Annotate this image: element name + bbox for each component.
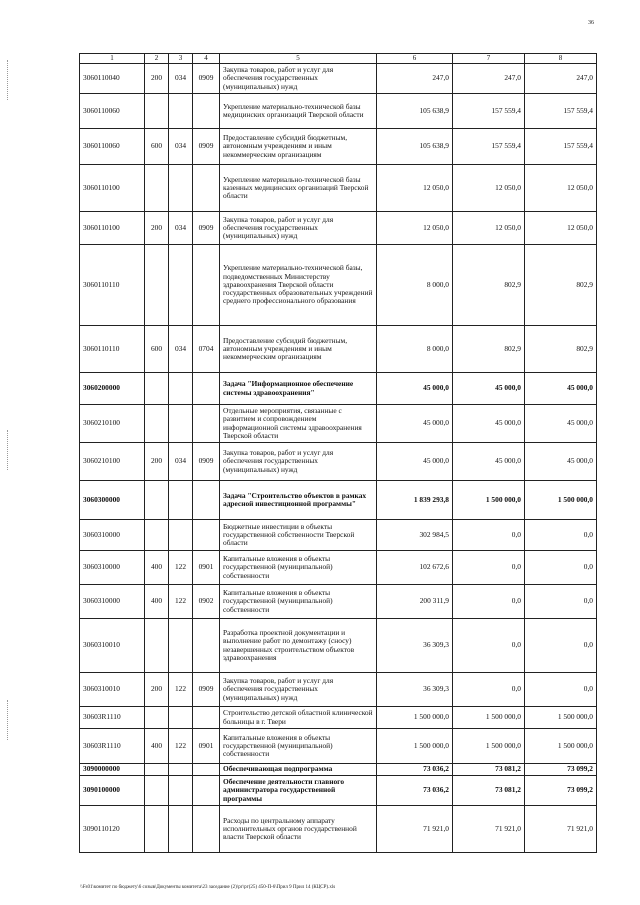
item-name: Закупка товаров, работ и услуг для обеспечения государственных (муниципальных) нужд [220, 64, 377, 94]
expense-type-code: 400 [145, 551, 169, 585]
scan-edge-mark [7, 430, 8, 470]
amount-col7: 157 559,4 [453, 94, 525, 129]
item-name: Закупка товаров, работ и услуг для обеспечения государственных (муниципальных) нужд [220, 443, 377, 481]
expense-type-code: 400 [145, 585, 169, 619]
amount-col8: 73 099,2 [525, 776, 597, 806]
table-row [80, 129, 597, 165]
expense-type-code [145, 481, 169, 520]
column-header: 4 [193, 54, 220, 64]
kcsr-code: 3090100000 [80, 776, 145, 806]
expense-type-code: 200 [145, 64, 169, 94]
admin-code [169, 405, 193, 443]
table-row [80, 619, 597, 673]
amount-col7: 71 921,0 [453, 806, 525, 853]
item-name: Расходы по центральному аппарату исполнительных органов государственной власти Тверской области [220, 806, 377, 853]
amount-col7: 1 500 000,0 [453, 707, 525, 729]
amount-col6: 45 000,0 [377, 373, 453, 405]
kcsr-code: 30603R1110 [80, 707, 145, 729]
kcsr-code: 3060110100 [80, 165, 145, 212]
table-row [80, 443, 597, 481]
table-row [80, 776, 597, 806]
amount-col6: 1 500 000,0 [377, 707, 453, 729]
section-code [193, 94, 220, 129]
amount-col8: 0,0 [525, 585, 597, 619]
amount-col6: 12 050,0 [377, 212, 453, 245]
admin-code: 034 [169, 64, 193, 94]
amount-col6: 73 036,2 [377, 776, 453, 806]
table-row [80, 245, 597, 326]
section-code: 0704 [193, 326, 220, 373]
expense-type-code [145, 373, 169, 405]
amount-col7: 45 000,0 [453, 405, 525, 443]
amount-col8: 157 559,4 [525, 129, 597, 165]
section-code [193, 520, 220, 551]
amount-col7: 1 500 000,0 [453, 729, 525, 764]
amount-col6: 36 309,3 [377, 619, 453, 673]
expense-type-code [145, 520, 169, 551]
table-row [80, 94, 597, 129]
amount-col7: 247,0 [453, 64, 525, 94]
amount-col6: 45 000,0 [377, 443, 453, 481]
amount-col8: 157 559,4 [525, 94, 597, 129]
section-code: 0901 [193, 729, 220, 764]
column-header: 6 [377, 54, 453, 64]
amount-col6: 1 839 293,8 [377, 481, 453, 520]
kcsr-code: 3060110100 [80, 212, 145, 245]
admin-code [169, 520, 193, 551]
admin-code [169, 764, 193, 776]
amount-col6: 45 000,0 [377, 405, 453, 443]
kcsr-code: 3060110110 [80, 245, 145, 326]
amount-col6: 71 921,0 [377, 806, 453, 853]
amount-col7: 802,9 [453, 326, 525, 373]
admin-code [169, 776, 193, 806]
admin-code: 122 [169, 673, 193, 707]
kcsr-code: 3090000000 [80, 764, 145, 776]
amount-col7: 157 559,4 [453, 129, 525, 165]
kcsr-code: 3090110120 [80, 806, 145, 853]
expense-type-code: 400 [145, 729, 169, 764]
expense-type-code: 200 [145, 673, 169, 707]
admin-code [169, 94, 193, 129]
amount-col8: 45 000,0 [525, 373, 597, 405]
amount-col6: 1 500 000,0 [377, 729, 453, 764]
column-header: 1 [80, 54, 145, 64]
table-row [80, 481, 597, 520]
table-row [80, 729, 597, 764]
table-row [80, 673, 597, 707]
section-code: 0909 [193, 673, 220, 707]
amount-col7: 0,0 [453, 551, 525, 585]
column-header: 5 [220, 54, 377, 64]
admin-code: 034 [169, 212, 193, 245]
section-code [193, 245, 220, 326]
kcsr-code: 3060310000 [80, 585, 145, 619]
amount-col8: 0,0 [525, 520, 597, 551]
item-name: Разработка проектной документации и выполнение работ по демонтажу (сносу) незавершенных строительством объектов здравоохранения [220, 619, 377, 673]
amount-col7: 0,0 [453, 520, 525, 551]
table-row [80, 405, 597, 443]
amount-col7: 73 081,2 [453, 776, 525, 806]
admin-code: 034 [169, 129, 193, 165]
amount-col8: 45 000,0 [525, 405, 597, 443]
amount-col6: 8 000,0 [377, 326, 453, 373]
section-code: 0901 [193, 551, 220, 585]
amount-col8: 1 500 000,0 [525, 729, 597, 764]
expense-type-code [145, 707, 169, 729]
amount-col6: 102 672,6 [377, 551, 453, 585]
item-name: Укрепление материально-технической базы казенных медицинских организаций Тверской области [220, 165, 377, 212]
amount-col8: 12 050,0 [525, 165, 597, 212]
section-code: 0909 [193, 64, 220, 94]
amount-col8: 45 000,0 [525, 443, 597, 481]
amount-col8: 71 921,0 [525, 806, 597, 853]
admin-code: 122 [169, 585, 193, 619]
amount-col8: 73 099,2 [525, 764, 597, 776]
expense-type-code [145, 806, 169, 853]
table-row [80, 764, 597, 776]
kcsr-code: 3060310000 [80, 551, 145, 585]
amount-col8: 0,0 [525, 673, 597, 707]
table-row [80, 212, 597, 245]
amount-col8: 802,9 [525, 326, 597, 373]
expense-type-code [145, 405, 169, 443]
table-row [80, 520, 597, 551]
section-code: 0902 [193, 585, 220, 619]
column-header: 7 [453, 54, 525, 64]
item-name: Закупка товаров, работ и услуг для обеспечения государственных (муниципальных) нужд [220, 673, 377, 707]
kcsr-code: 3060110110 [80, 326, 145, 373]
kcsr-code: 3060310000 [80, 520, 145, 551]
amount-col6: 36 309,3 [377, 673, 453, 707]
item-name: Предоставление субсидий бюджетным, автономным учреждениям и иным некоммерческим организациям [220, 326, 377, 373]
file-path-footer: \\Fs01\комитет по бюджету\6 созыв\Документы комитета\23 заседание (2)\рг\рг(25) 450-П-6\Прил 9 Прил 14 (КЦСР).xls [80, 885, 336, 890]
section-code [193, 373, 220, 405]
kcsr-code: 3060110060 [80, 94, 145, 129]
amount-col7: 802,9 [453, 245, 525, 326]
expense-type-code [145, 776, 169, 806]
amount-col7: 12 050,0 [453, 212, 525, 245]
amount-col8: 247,0 [525, 64, 597, 94]
expense-type-code [145, 619, 169, 673]
expense-type-code: 600 [145, 129, 169, 165]
amount-col7: 0,0 [453, 585, 525, 619]
admin-code: 122 [169, 729, 193, 764]
kcsr-code: 3060210100 [80, 405, 145, 443]
item-name: Обеспечивающая подпрограмма [220, 764, 377, 776]
amount-col8: 0,0 [525, 551, 597, 585]
amount-col7: 45 000,0 [453, 443, 525, 481]
admin-code [169, 245, 193, 326]
section-code [193, 707, 220, 729]
table-row [80, 806, 597, 853]
amount-col7: 1 500 000,0 [453, 481, 525, 520]
kcsr-code: 3060300000 [80, 481, 145, 520]
kcsr-code: 30603R1110 [80, 729, 145, 764]
kcsr-code: 3060210100 [80, 443, 145, 481]
amount-col8: 1 500 000,0 [525, 481, 597, 520]
section-code [193, 806, 220, 853]
item-name: Капитальные вложения в объекты государственной (муниципальной) собственности [220, 585, 377, 619]
expense-type-code: 600 [145, 326, 169, 373]
amount-col7: 12 050,0 [453, 165, 525, 212]
amount-col7: 0,0 [453, 673, 525, 707]
admin-code [169, 707, 193, 729]
amount-col6: 105 638,9 [377, 94, 453, 129]
amount-col6: 8 000,0 [377, 245, 453, 326]
admin-code [169, 619, 193, 673]
expense-type-code [145, 165, 169, 212]
admin-code [169, 806, 193, 853]
admin-code: 034 [169, 443, 193, 481]
amount-col8: 802,9 [525, 245, 597, 326]
amount-col7: 0,0 [453, 619, 525, 673]
section-code [193, 405, 220, 443]
amount-col6: 247,0 [377, 64, 453, 94]
amount-col6: 200 311,9 [377, 585, 453, 619]
column-header: 8 [525, 54, 597, 64]
admin-code [169, 165, 193, 212]
item-name: Отдельные мероприятия, связанные с развитием и сопровождением информационной системы здравоохранения Тверской области [220, 405, 377, 443]
kcsr-code: 3060110060 [80, 129, 145, 165]
column-header: 2 [145, 54, 169, 64]
section-code: 0909 [193, 443, 220, 481]
item-name: Капитальные вложения в объекты государственной (муниципальной) собственности [220, 551, 377, 585]
amount-col8: 12 050,0 [525, 212, 597, 245]
amount-col7: 73 081,2 [453, 764, 525, 776]
item-name: Закупка товаров, работ и услуг для обеспечения государственных (муниципальных) нужд [220, 212, 377, 245]
expense-type-code: 200 [145, 443, 169, 481]
expense-type-code [145, 764, 169, 776]
scan-edge-mark [7, 700, 8, 740]
item-name: Задача "Информационное обеспечение системы здравоохранения" [220, 373, 377, 405]
item-name: Обеспечение деятельности главного администратора государственной программы [220, 776, 377, 806]
kcsr-code: 3060110040 [80, 64, 145, 94]
page-number: 36 [588, 20, 594, 26]
kcsr-code: 3060310010 [80, 673, 145, 707]
budget-table [79, 53, 597, 853]
item-name: Строительство детской областной клинической больницы в г. Твери [220, 707, 377, 729]
amount-col6: 302 984,5 [377, 520, 453, 551]
section-code [193, 619, 220, 673]
section-code: 0909 [193, 129, 220, 165]
table-row [80, 551, 597, 585]
admin-code [169, 481, 193, 520]
column-number-row [80, 54, 597, 64]
item-name: Укрепление материально-технической базы медицинских организаций Тверской области [220, 94, 377, 129]
section-code [193, 764, 220, 776]
section-code [193, 776, 220, 806]
expense-type-code: 200 [145, 212, 169, 245]
amount-col8: 0,0 [525, 619, 597, 673]
admin-code [169, 373, 193, 405]
amount-col6: 12 050,0 [377, 165, 453, 212]
item-name: Задача "Строительство объектов в рамках адресной инвестиционной программы" [220, 481, 377, 520]
amount-col8: 1 500 000,0 [525, 707, 597, 729]
amount-col6: 105 638,9 [377, 129, 453, 165]
section-code [193, 165, 220, 212]
admin-code: 122 [169, 551, 193, 585]
item-name: Капитальные вложения в объекты государственной (муниципальной) собственности [220, 729, 377, 764]
table-row [80, 585, 597, 619]
table-row [80, 64, 597, 94]
kcsr-code: 3060310010 [80, 619, 145, 673]
item-name: Укрепление материально-технической базы, подведомственных Министерству здравоохранения Тверской области государственных образовательных учреждений среднего профессионального образования [220, 245, 377, 326]
section-code [193, 481, 220, 520]
kcsr-code: 3060200000 [80, 373, 145, 405]
admin-code: 034 [169, 326, 193, 373]
expense-type-code [145, 245, 169, 326]
column-header: 3 [169, 54, 193, 64]
section-code: 0909 [193, 212, 220, 245]
table-row [80, 707, 597, 729]
table-row [80, 373, 597, 405]
expense-type-code [145, 94, 169, 129]
item-name: Предоставление субсидий бюджетным, автономным учреждениям и иным некоммерческим организациям [220, 129, 377, 165]
amount-col7: 45 000,0 [453, 373, 525, 405]
amount-col6: 73 036,2 [377, 764, 453, 776]
table-row [80, 165, 597, 212]
scan-edge-mark [7, 60, 8, 100]
table-row [80, 326, 597, 373]
item-name: Бюджетные инвестиции в объекты государственной собственности Тверской области [220, 520, 377, 551]
